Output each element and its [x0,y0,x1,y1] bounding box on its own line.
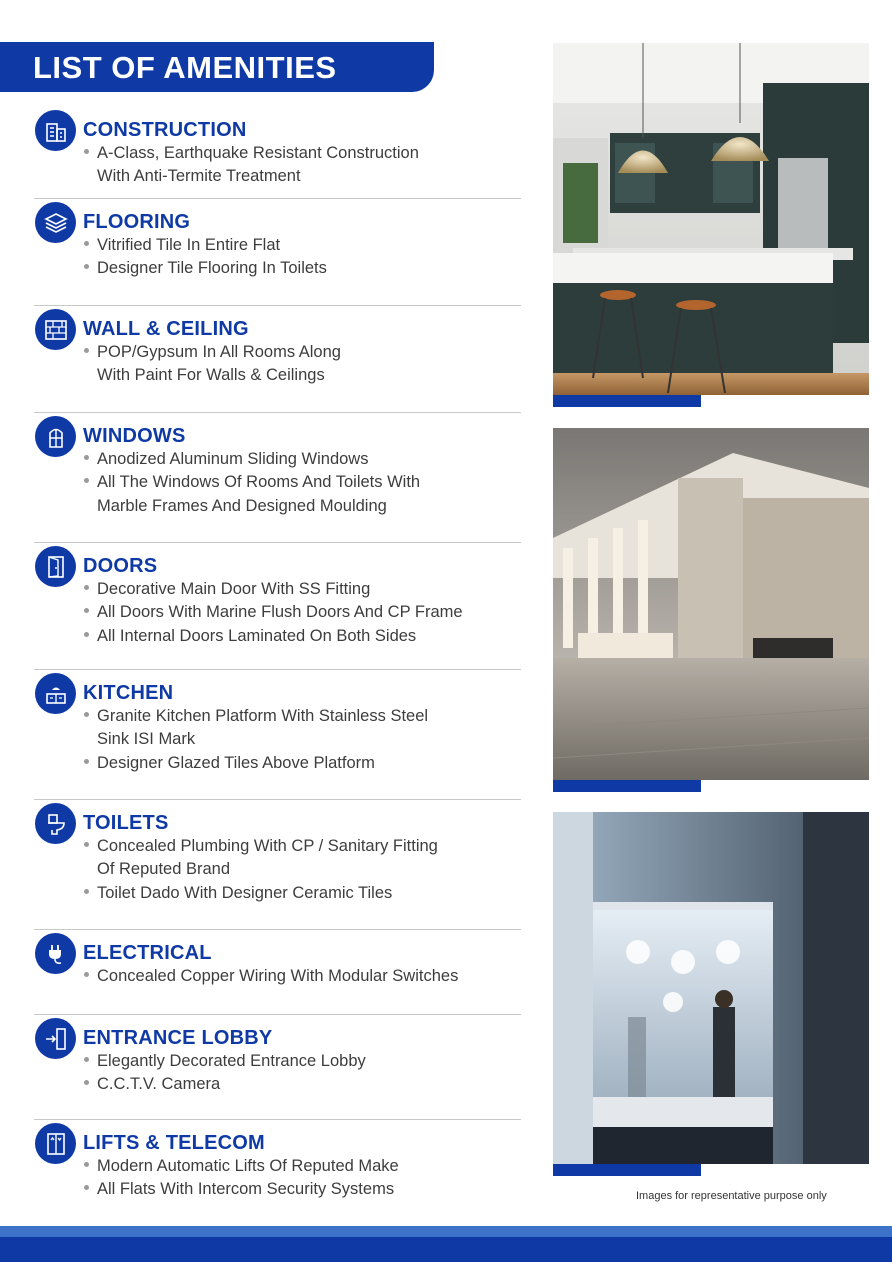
amenity-item [34,107,521,199]
amenity-item [34,413,521,543]
amenity-bullet: C.C.T.V. Camera [83,1073,521,1096]
lobby-illustration [553,428,869,780]
amenity-bullet: Designer Tile Flooring In Toilets [83,257,521,280]
amenity-bullet: Granite Kitchen Platform With Stainless Steel Sink ISI Mark [83,705,521,752]
photo-accent-bar [553,395,701,407]
amenity-bullets [83,965,521,988]
amenity-bullets [83,142,521,189]
amenity-item [34,543,521,670]
amenity-item [34,306,521,413]
lift-illustration [553,812,869,1164]
kitchen-illustration [553,43,869,395]
amenity-title: FLOORING [83,211,191,233]
amenity-title: DOORS [83,555,158,577]
amenity-bullet: Anodized Aluminum Sliding Windows [83,448,521,471]
amenity-bullet: All Flats With Intercom Security Systems [83,1178,521,1201]
amenity-item [34,199,521,306]
footer-band [0,1226,892,1262]
lobby-photo [553,428,869,792]
amenity-bullet: Elegantly Decorated Entrance Lobby [83,1050,521,1073]
amenity-item [34,1120,521,1230]
amenity-bullets [83,234,521,281]
kitchen-photo [553,43,869,407]
amenity-title: LIFTS & TELECOM [83,1132,265,1154]
photo-accent-bar [553,780,701,792]
kitchen-icon [35,673,76,714]
amenity-bullet: Decorative Main Door With SS Fitting [83,578,521,601]
amenity-bullets [83,341,521,388]
title-banner [0,42,434,92]
amenity-bullet: Toilet Dado With Designer Ceramic Tiles [83,882,521,905]
amenity-item [34,1015,521,1120]
amenities-list [34,107,521,1230]
lift-icon [35,1123,76,1164]
disclaimer-note: Images for representative purpose only [636,1190,827,1202]
amenity-bullets [83,705,521,775]
amenity-title: ELECTRICAL [83,942,212,964]
building-icon [35,110,76,151]
lift-photo [553,812,869,1176]
amenity-title: WALL & CEILING [83,318,249,340]
amenity-item [34,930,521,1015]
amenity-title: CONSTRUCTION [83,119,247,141]
amenity-bullet: Concealed Plumbing With CP / Sanitary Fitting Of Reputed Brand [83,835,521,882]
amenity-title: TOILETS [83,812,169,834]
window-icon [35,416,76,457]
page-title: LIST OF AMENITIES [33,50,337,85]
amenity-bullets [83,1155,521,1202]
amenity-bullet: All The Windows Of Rooms And Toilets With Marble Frames And Designed Moulding [83,471,521,518]
plug-icon [35,933,76,974]
amenity-bullet: All Doors With Marine Flush Doors And CP Frame [83,601,521,624]
amenity-bullets [83,448,521,518]
toilet-icon [35,803,76,844]
amenity-bullets [83,835,521,905]
amenity-title: KITCHEN [83,682,174,704]
footer-band-highlight [0,1226,892,1237]
brick-wall-icon [35,309,76,350]
entrance-icon [35,1018,76,1059]
amenity-bullet: POP/Gypsum In All Rooms Along With Paint For Walls & Ceilings [83,341,521,388]
amenity-bullet: Concealed Copper Wiring With Modular Switches [83,965,521,988]
amenity-bullets [83,578,521,648]
amenity-title: WINDOWS [83,425,186,447]
amenity-bullet: Modern Automatic Lifts Of Reputed Make [83,1155,521,1178]
photo-accent-bar [553,1164,701,1176]
amenity-bullet: A-Class, Earthquake Resistant Construction With Anti-Termite Treatment [83,142,521,189]
door-icon [35,546,76,587]
amenity-bullet: Designer Glazed Tiles Above Platform [83,752,521,775]
amenity-bullet: Vitrified Tile In Entire Flat [83,234,521,257]
amenity-item [34,800,521,930]
amenity-bullets [83,1050,521,1097]
layers-icon [35,202,76,243]
amenity-bullet: All Internal Doors Laminated On Both Sides [83,625,521,648]
amenity-item [34,670,521,800]
amenity-title: ENTRANCE LOBBY [83,1027,273,1049]
